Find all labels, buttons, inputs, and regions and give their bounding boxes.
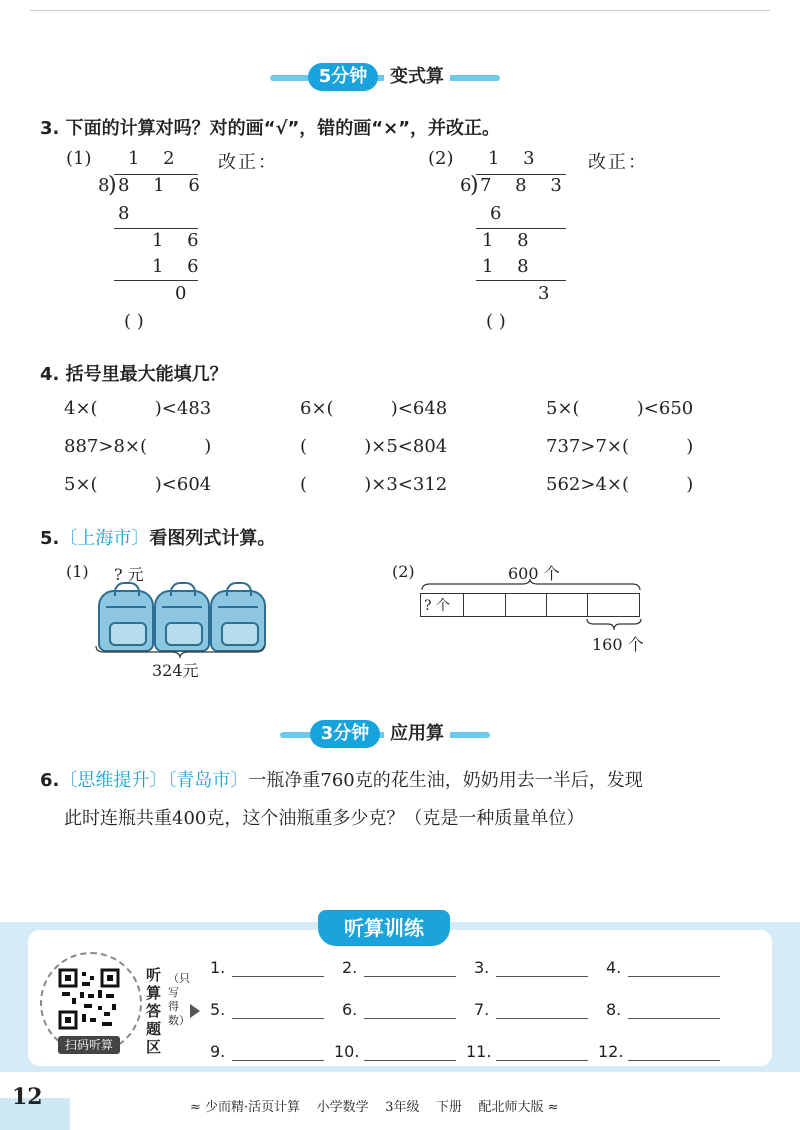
section-minutes-badge: 5分钟 (308, 63, 378, 91)
section-title: 变式算 (384, 63, 450, 91)
answer-label: 6. (342, 1000, 358, 1019)
q3-part2-dividend: 7 8 3 (480, 175, 571, 196)
section-title: 应用算 (384, 720, 450, 748)
q3-part1-step1: 8 (118, 203, 139, 224)
answer-blank[interactable] (364, 1018, 456, 1019)
answer-blank[interactable] (232, 1060, 324, 1061)
answer-label: 9. (210, 1042, 226, 1061)
segment-extra (587, 593, 640, 617)
backpack-image (98, 590, 154, 652)
q5-part2-label: (2) (392, 562, 415, 581)
difficulty-tag: 〔思维提升〕 (59, 770, 168, 791)
answer-label: 10. (334, 1042, 360, 1061)
answer-blank[interactable] (496, 1018, 588, 1019)
step-line (114, 280, 198, 281)
qr-code-icon[interactable] (58, 968, 120, 1030)
segment (505, 593, 547, 617)
q3-part2-divisor: 6 (460, 175, 472, 196)
q3-part2-label: (2) (428, 148, 454, 169)
q3-part2-step3: 1 8 (482, 256, 538, 277)
total-brace (420, 578, 642, 592)
q6-number: 6. (40, 770, 60, 791)
answer-label: 5. (210, 1000, 226, 1019)
answer-blank[interactable] (496, 976, 588, 977)
question-4-title: 4. 括号里最大能填几？ (40, 364, 228, 385)
answer-label: 1. (210, 958, 226, 977)
listening-tab: 听算训练 (318, 910, 450, 946)
backpack-image (210, 590, 266, 652)
q4-item[interactable]: ( )×5<804 (300, 436, 448, 457)
answer-label: 4. (606, 958, 622, 977)
q3-part2-judge-blank[interactable]: ( ) (486, 311, 506, 332)
answer-label: 12. (598, 1042, 624, 1061)
q4-item[interactable]: 887>8×( ) (64, 436, 212, 457)
segment (546, 593, 588, 617)
q3-part2-remainder: 3 (538, 283, 559, 304)
division-bracket: ) (470, 173, 479, 198)
q4-item[interactable]: 737>7×( ) (546, 436, 694, 457)
q3-part1-correction-label: 改正： (218, 152, 278, 173)
answer-blank[interactable] (628, 1060, 720, 1061)
q3-part1-quotient: 1 2 (128, 148, 184, 169)
q4-item[interactable]: 6×( )<648 (300, 398, 448, 419)
q4-item[interactable]: 562>4×( ) (546, 474, 694, 495)
top-rule (30, 10, 770, 11)
segment (463, 593, 506, 617)
q3-part2-correction-label: 改正： (588, 152, 648, 173)
region-tag: 〔上海市〕 (59, 528, 150, 549)
answer-area-note: （只写得数） (168, 972, 190, 1027)
question-5-title (40, 524, 275, 550)
arrow-right-icon (190, 1004, 200, 1018)
qr-scan-label[interactable]: 扫码听算 (58, 1036, 120, 1054)
q3-part1-divisor: 8 (98, 175, 110, 196)
q3-part1-step2: 1 6 (152, 230, 208, 251)
q3-part1-label: (1) (66, 148, 92, 169)
part-brace (586, 618, 642, 632)
q6-text-line1: 一瓶净重760克的花生油，奶奶用去一半后，发现 (248, 770, 643, 791)
answer-blank[interactable] (232, 1018, 324, 1019)
answer-blank[interactable] (364, 1060, 456, 1061)
q3-part1-remainder: 0 (175, 283, 196, 304)
backpack-image (154, 590, 210, 652)
answer-label: 7. (474, 1000, 490, 1019)
q3-part2-quotient: 1 3 (488, 148, 544, 169)
answer-blank[interactable] (232, 976, 324, 977)
q5-number: 5. (40, 528, 60, 549)
answer-blank[interactable] (628, 976, 720, 977)
section-header-application (280, 720, 490, 748)
q3-part2-step2: 1 8 (482, 230, 538, 251)
q5-part1-label: (1) (66, 562, 89, 581)
question-6-line1 (40, 766, 643, 792)
q3-part1-judge-blank[interactable]: ( ) (124, 311, 144, 332)
q5-part1-total: 324元 (152, 661, 199, 680)
q5-part1-question: ? 元 (114, 565, 144, 584)
answer-label: 8. (606, 1000, 622, 1019)
section-header-variant (270, 63, 500, 91)
answer-area-label: 听算答题区 (146, 966, 162, 1056)
step-line (476, 228, 566, 229)
q5-part2-unknown: ? 个 (424, 598, 450, 614)
answer-label: 2. (342, 958, 358, 977)
answer-label: 3. (474, 958, 490, 977)
segment-unknown (420, 593, 464, 617)
q5-part2-part: 160 个 (592, 635, 644, 654)
q6-text-line2: 此时连瓶共重400克，这个油瓶重多少克？（克是一种质量单位） (64, 808, 585, 829)
answer-blank[interactable] (628, 1018, 720, 1019)
region-tag: 〔青岛市〕 (167, 770, 249, 791)
q3-part1-step3: 1 6 (152, 256, 208, 277)
footer-text: ≈ 少而精·活页计算 小学数学 3年级 下册 配北师大版 ≈ (190, 1100, 559, 1115)
page-number: 12 (12, 1084, 43, 1110)
q4-item[interactable]: 5×( )<604 (64, 474, 212, 495)
q4-item[interactable]: 5×( )<650 (546, 398, 694, 419)
q4-item[interactable]: ( )×3<312 (300, 474, 448, 495)
q4-item[interactable]: 4×( )<483 (64, 398, 212, 419)
q3-part1-dividend: 8 1 6 (118, 175, 209, 196)
step-line (114, 228, 198, 229)
q3-part2-step1: 6 (490, 203, 511, 224)
division-bracket: ) (108, 173, 117, 198)
answer-blank[interactable] (364, 976, 456, 977)
answer-blank[interactable] (496, 1060, 588, 1061)
question-3-title: 3. 下面的计算对吗？对的画“√”，错的画“×”，并改正。 (40, 118, 501, 139)
step-line (476, 280, 566, 281)
q5-part2-total: 600 个 (508, 564, 560, 583)
q5-title-text: 看图列式计算。 (149, 528, 276, 549)
answer-label: 11. (466, 1042, 492, 1061)
section-minutes-badge: 3分钟 (310, 720, 380, 748)
